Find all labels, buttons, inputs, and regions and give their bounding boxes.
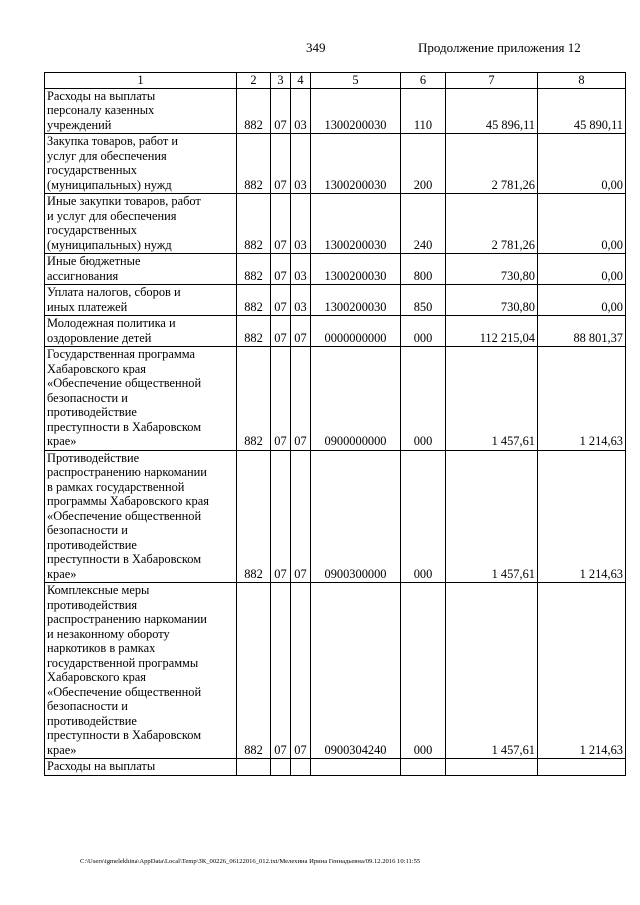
column-header: 1 [45, 73, 237, 89]
cell-name-line: преступности в Хабаровском [47, 552, 202, 566]
cell-subsection: 07 [291, 583, 311, 759]
table-row [45, 316, 626, 347]
cell-amount-1: 45 896,11 [446, 88, 538, 134]
table-row [45, 450, 626, 583]
cell-name [45, 285, 237, 316]
cell-section: 07 [271, 88, 291, 134]
cell-name-line: программы Хабаровского края [47, 494, 209, 508]
cell-expense-type [401, 759, 446, 776]
cell-name-line: «Обеспечение общественной [47, 376, 202, 390]
cell-name [45, 583, 237, 759]
cell-name-line: преступности в Хабаровском [47, 728, 202, 742]
cell-name [45, 88, 237, 134]
cell-amount-2: 1 214,63 [538, 583, 626, 759]
cell-name-line: (муниципальных) нужд [47, 177, 172, 192]
cell-target-item: 1300200030 [311, 285, 401, 316]
table-row [45, 134, 626, 194]
cell-name [45, 450, 237, 583]
table-row [45, 759, 626, 776]
column-header: 7 [446, 73, 538, 89]
cell-subsection: 07 [291, 450, 311, 583]
cell-amount-1: 112 215,04 [446, 316, 538, 347]
cell-name-line: оздоровление детей [47, 330, 152, 345]
cell-name-line: Хабаровского края [47, 361, 146, 376]
cell-name-line: Расходы на выплаты [47, 88, 156, 103]
cell-name-line: крае» [47, 742, 77, 757]
cell-grbs: 882 [237, 583, 271, 759]
cell-subsection: 03 [291, 254, 311, 285]
cell-name-line: государственной программы [47, 655, 199, 670]
table-row [45, 347, 626, 451]
cell-amount-1: 1 457,61 [446, 347, 538, 451]
column-header: 2 [237, 73, 271, 89]
cell-name-line: противодействие [47, 713, 137, 728]
cell-amount-2: 1 214,63 [538, 450, 626, 583]
cell-name [45, 194, 237, 254]
cell-name-line: Иные бюджетные [47, 254, 141, 268]
table-header-row [45, 73, 626, 89]
cell-grbs: 882 [237, 194, 271, 254]
table-body [45, 88, 626, 775]
table-row [45, 88, 626, 134]
cell-grbs: 882 [237, 134, 271, 194]
table-row [45, 254, 626, 285]
cell-expense-type: 000 [401, 316, 446, 347]
cell-name-line: учреждений [47, 117, 112, 132]
cell-grbs: 882 [237, 316, 271, 347]
cell-grbs: 882 [237, 285, 271, 316]
cell-amount-2: 1 214,63 [538, 347, 626, 451]
cell-name-line: безопасности и [47, 390, 128, 405]
cell-amount-2: 88 801,37 [538, 316, 626, 347]
cell-name-line: государственных [47, 163, 138, 177]
continuation-caption: Продолжение приложения 12 [418, 40, 581, 55]
cell-name-line: Государственная программа [47, 347, 195, 361]
cell-name-line: и услуг для обеспечения [47, 208, 177, 223]
cell-subsection: 07 [291, 316, 311, 347]
cell-subsection: 03 [291, 285, 311, 316]
column-header: 5 [311, 73, 401, 89]
cell-name-line: противодействие [47, 537, 137, 552]
cell-name-line: Комплексные меры [47, 583, 150, 597]
cell-target-item: 1300200030 [311, 134, 401, 194]
cell-expense-type: 850 [401, 285, 446, 316]
cell-name-line: (муниципальных) нужд [47, 237, 172, 252]
cell-target-item: 0000000000 [311, 316, 401, 347]
cell-grbs: 882 [237, 254, 271, 285]
cell-target-item: 1300200030 [311, 194, 401, 254]
cell-expense-type: 240 [401, 194, 446, 254]
cell-section: 07 [271, 583, 291, 759]
cell-name-line: Молодежная политика и [47, 316, 176, 330]
column-header: 6 [401, 73, 446, 89]
cell-section: 07 [271, 194, 291, 254]
cell-name-line: безопасности и [47, 523, 128, 537]
cell-amount-2: 0,00 [538, 254, 626, 285]
cell-expense-type: 000 [401, 583, 446, 759]
cell-name-line: крае» [47, 566, 77, 581]
cell-name-line: Уплата налогов, сборов и [47, 285, 181, 299]
cell-name [45, 316, 237, 347]
cell-name [45, 759, 237, 776]
cell-target-item [311, 759, 401, 776]
cell-name [45, 254, 237, 285]
cell-name-line: в рамках государственной [47, 479, 185, 494]
cell-name-line: крае» [47, 434, 77, 448]
cell-name-line: ассигнования [47, 268, 119, 283]
footer-file-path: C:\Users\igmelekhina\AppData\Local\Temp\ЗК_00226_06122016_012.txt/Мелехина Ирина Геннадьевна/09.12.2016 10:11:55 [80, 858, 421, 865]
cell-amount-1: 1 457,61 [446, 450, 538, 583]
cell-name-line: персоналу казенных [47, 103, 155, 117]
cell-subsection: 07 [291, 347, 311, 451]
cell-target-item: 1300200030 [311, 88, 401, 134]
cell-amount-2 [538, 759, 626, 776]
cell-amount-2: 0,00 [538, 285, 626, 316]
cell-section: 07 [271, 316, 291, 347]
cell-amount-1: 1 457,61 [446, 583, 538, 759]
cell-name-line: и незаконному обороту [47, 626, 170, 641]
cell-grbs: 882 [237, 88, 271, 134]
cell-name-line: преступности в Хабаровском [47, 419, 202, 434]
cell-amount-2: 45 890,11 [538, 88, 626, 134]
table-row [45, 583, 626, 759]
cell-expense-type: 800 [401, 254, 446, 285]
cell-target-item: 0900000000 [311, 347, 401, 451]
cell-subsection [291, 759, 311, 776]
cell-section: 07 [271, 285, 291, 316]
cell-name-line: Расходы на выплаты [47, 759, 156, 773]
cell-amount-1: 730,80 [446, 254, 538, 285]
cell-name [45, 134, 237, 194]
cell-grbs [237, 759, 271, 776]
cell-amount-1: 2 781,26 [446, 194, 538, 254]
column-header: 4 [291, 73, 311, 89]
cell-target-item: 1300200030 [311, 254, 401, 285]
cell-name-line: наркотиков в рамках [47, 641, 156, 655]
cell-name-line: Иные закупки товаров, работ [47, 194, 201, 208]
cell-amount-1: 730,80 [446, 285, 538, 316]
cell-amount-1: 2 781,26 [446, 134, 538, 194]
cell-section: 07 [271, 347, 291, 451]
cell-subsection: 03 [291, 134, 311, 194]
cell-name-line: безопасности и [47, 699, 128, 713]
cell-name-line: Хабаровского края [47, 670, 146, 684]
cell-amount-2: 0,00 [538, 194, 626, 254]
page-number: 349 [306, 40, 326, 55]
cell-section: 07 [271, 134, 291, 194]
cell-subsection: 03 [291, 194, 311, 254]
cell-name-line: Противодействие [47, 450, 140, 465]
cell-section: 07 [271, 254, 291, 285]
cell-name-line: «Обеспечение общественной [47, 508, 202, 523]
cell-target-item: 0900304240 [311, 583, 401, 759]
cell-name-line: противодействие [47, 405, 137, 419]
column-header: 8 [538, 73, 626, 89]
cell-name-line: «Обеспечение общественной [47, 684, 202, 699]
column-header: 3 [271, 73, 291, 89]
cell-name [45, 347, 237, 451]
cell-target-item: 0900300000 [311, 450, 401, 583]
cell-name-line: Закупка товаров, работ и [47, 134, 179, 148]
cell-expense-type: 000 [401, 450, 446, 583]
cell-name-line: распространению наркомании [47, 612, 207, 626]
cell-grbs: 882 [237, 347, 271, 451]
budget-table [44, 72, 626, 776]
cell-grbs: 882 [237, 450, 271, 583]
cell-name-line: государственных [47, 223, 138, 237]
table-row [45, 194, 626, 254]
cell-expense-type: 110 [401, 88, 446, 134]
cell-amount-1 [446, 759, 538, 776]
cell-name-line: распространению наркомании [47, 465, 207, 479]
cell-name-line: противодействия [47, 597, 138, 612]
table-row [45, 285, 626, 316]
cell-section [271, 759, 291, 776]
cell-name-line: иных платежей [47, 299, 128, 314]
cell-name-line: услуг для обеспечения [47, 148, 167, 163]
cell-expense-type: 000 [401, 347, 446, 451]
cell-subsection: 03 [291, 88, 311, 134]
cell-expense-type: 200 [401, 134, 446, 194]
cell-section: 07 [271, 450, 291, 583]
cell-amount-2: 0,00 [538, 134, 626, 194]
